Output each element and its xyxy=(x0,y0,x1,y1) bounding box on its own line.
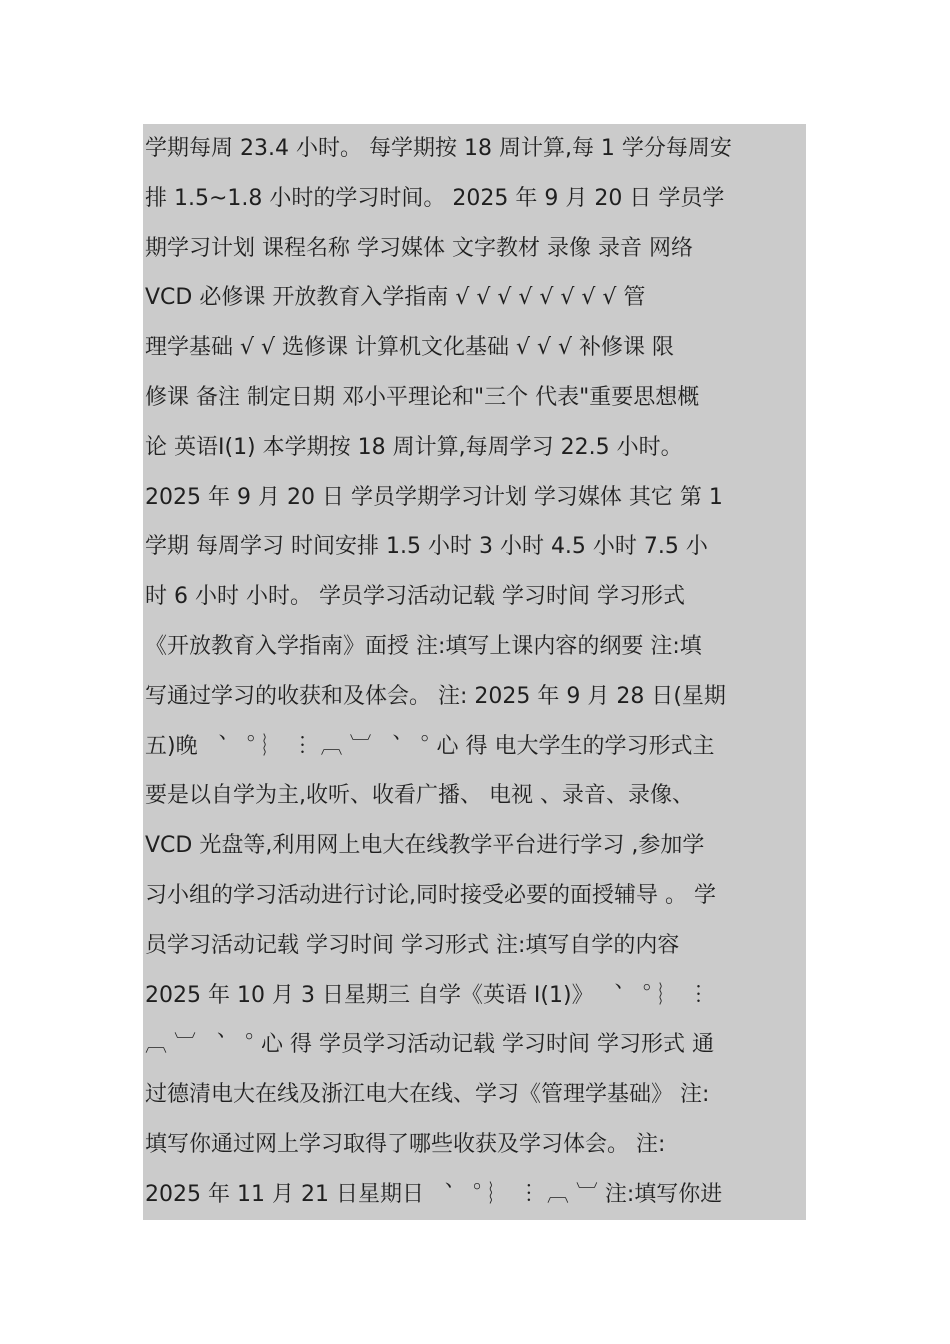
text-line-4: VCD 必修课 开放教育入学指南 √ √ √ √ √ √ √ √ 管 xyxy=(145,285,646,311)
text-line-16: 习小组的学习活动进行讨论,同时接受必要的面授辅导 。 学 xyxy=(145,882,716,908)
text-line-19: ︹ ︺ ︑ ︒ 心 得 学员学习活动记载 学习时间 学习形式 通 xyxy=(145,1032,714,1058)
text-line-3: 期学习计划 课程名称 学习媒体 文字教材 录像 录音 网络 xyxy=(145,235,693,261)
text-line-17: 员学习活动记载 学习时间 学习形式 注:填写自学的内容 xyxy=(145,932,680,958)
text-line-15: VCD 光盘等,利用网上电大在线教学平台进行学习 ,参加学 xyxy=(145,833,705,859)
text-line-8: 2025 年 9 月 20 日 学员学期学习计划 学习媒体 其它 第 1 xyxy=(145,484,723,510)
text-line-5: 理学基础 √ √ 选修课 计算机文化基础 √ √ √ 补修课 限 xyxy=(145,335,675,361)
text-line-12: 写通过学习的收获和及体会。 注: 2025 年 9 月 28 日(星期 xyxy=(145,683,726,709)
text-line-21: 填写你通过网上学习取得了哪些收获及学习体会。 注: xyxy=(145,1131,666,1157)
text-line-1: 学期每周 23.4 小时。 每学期按 18 周计算,每 1 学分每周安 xyxy=(145,136,732,161)
text-line-20: 过德清电大在线及浙江电大在线、学习《管理学基础》 注: xyxy=(145,1082,710,1108)
text-line-13: 五)晚 ︑ ︒ ︴ ︙ ︹ ︺ ︑ ︒ 心 得 电大学生的学习形式主 xyxy=(145,733,715,759)
text-line-11: 《开放教育入学指南》面授 注:填写上课内容的纲要 注:填 xyxy=(145,633,702,659)
text-line-6: 修课 备注 制定日期 邓小平理论和"三个 代表"重要思想概 xyxy=(145,384,700,410)
text-line-14: 要是以自学为主,收听、收看广播、 电视 、录音、录像、 xyxy=(145,783,694,809)
text-line-18: 2025 年 10 月 3 日星期三 自学《英语 I(1)》 ︑ ︒ ︴ ︙ xyxy=(145,982,710,1008)
text-line-22: 2025 年 11 月 21 日星期日 ︑ ︒ ︴ ︙ ︹ ︺ 注:填写你进 xyxy=(145,1181,723,1207)
text-line-9: 学期 每周学习 时间安排 1.5 小时 3 小时 4.5 小时 7.5 小 xyxy=(145,534,708,560)
text-line-7: 论 英语Ⅰ(1) 本学期按 18 周计算,每周学习 22.5 小时。 xyxy=(145,434,683,460)
text-line-10: 时 6 小时 小时。 学员学习活动记载 学习时间 学习形式 xyxy=(145,584,685,610)
text-line-2: 排 1.5~1.8 小时的学习时间。 2025 年 9 月 20 日 学员学 xyxy=(145,185,725,211)
document-text-block xyxy=(143,124,806,1220)
